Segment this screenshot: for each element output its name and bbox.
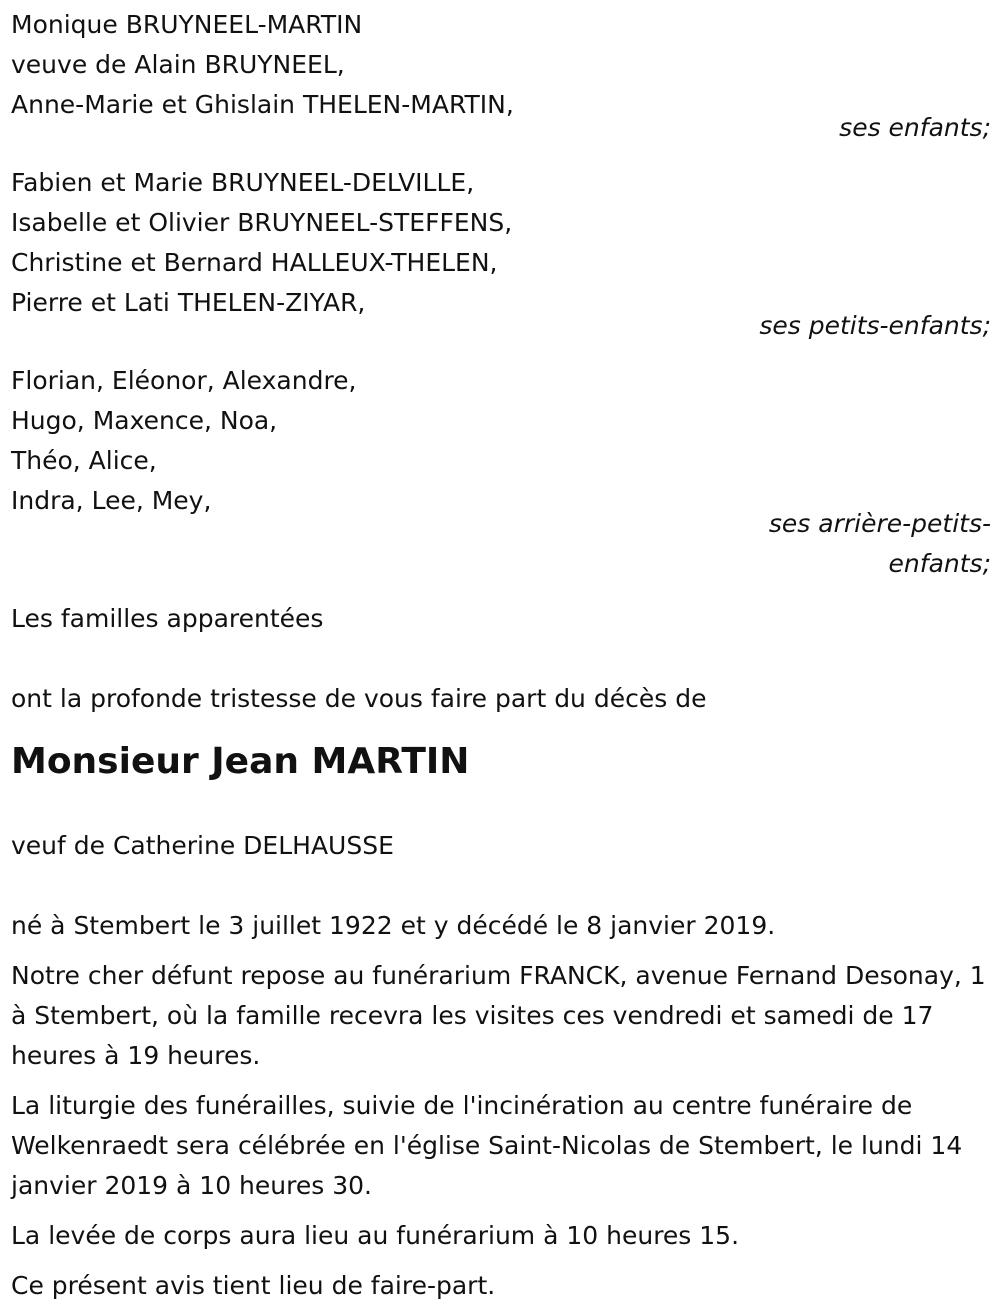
role-label-grandchildren: ses petits-enfants; [759, 311, 991, 340]
funeral-liturgy-paragraph: La liturgie des funérailles, suivie de l'incinération au centre funéraire de Welkenraedt sera célébrée en l'église Saint-Nicolas de Stembert, le lundi 14 janvier 2019 à 10 heures 30. [11, 1091, 963, 1200]
family-line: veuve de Alain BRUYNEEL, [11, 50, 345, 79]
family-line: Christine et Bernard HALLEUX-THELEN, [11, 248, 498, 277]
family-line: Fabien et Marie BRUYNEEL-DELVILLE, [11, 168, 475, 197]
family-line: Anne-Marie et Ghislain THELEN-MARTIN, [11, 90, 514, 119]
role-label-great-grandchildren [761, 504, 991, 584]
family-line: Hugo, Maxence, Noa, [11, 406, 278, 435]
body-lifting-paragraph: La levée de corps aura lieu au funérarium à 10 heures 15. [11, 1221, 740, 1250]
family-group-grandchildren [11, 163, 991, 346]
family-line: Pierre et Lati THELEN-ZIYAR, [11, 288, 366, 317]
announcement-text: ont la profonde tristesse de vous faire part du décès de [11, 684, 707, 713]
family-group-great-grandchildren [11, 361, 991, 584]
role-line-1: ses arrière-petits- [768, 509, 991, 538]
deceased-name: Monsieur Jean MARTIN [11, 741, 470, 782]
widower-of: veuf de Catherine DELHAUSSE [11, 831, 394, 860]
resting-place-paragraph: Notre cher défunt repose au funérarium FRANCK, avenue Fernand Desonay, 1 à Stembert, où la famille recevra les visites ces vendredi et samedi de 17 heures à 19 heures. [11, 961, 986, 1070]
notice-paragraph: Ce présent avis tient lieu de faire-part. [11, 1271, 496, 1300]
family-line: Monique BRUYNEEL-MARTIN [11, 10, 363, 39]
birth-death-text: né à Stembert le 3 juillet 1922 et y décédé le 8 janvier 2019. [11, 911, 776, 940]
family-group-children [11, 5, 991, 148]
family-line: Théo, Alice, [11, 446, 157, 475]
related-families: Les familles apparentées [11, 604, 324, 633]
family-line: Indra, Lee, Mey, [11, 486, 212, 515]
role-line-2: enfants; [888, 549, 991, 578]
obituary-notice [11, 5, 991, 1306]
family-line: Florian, Eléonor, Alexandre, [11, 366, 357, 395]
family-line: Isabelle et Olivier BRUYNEEL-STEFFENS, [11, 208, 513, 237]
role-label-children: ses enfants; [839, 113, 991, 142]
